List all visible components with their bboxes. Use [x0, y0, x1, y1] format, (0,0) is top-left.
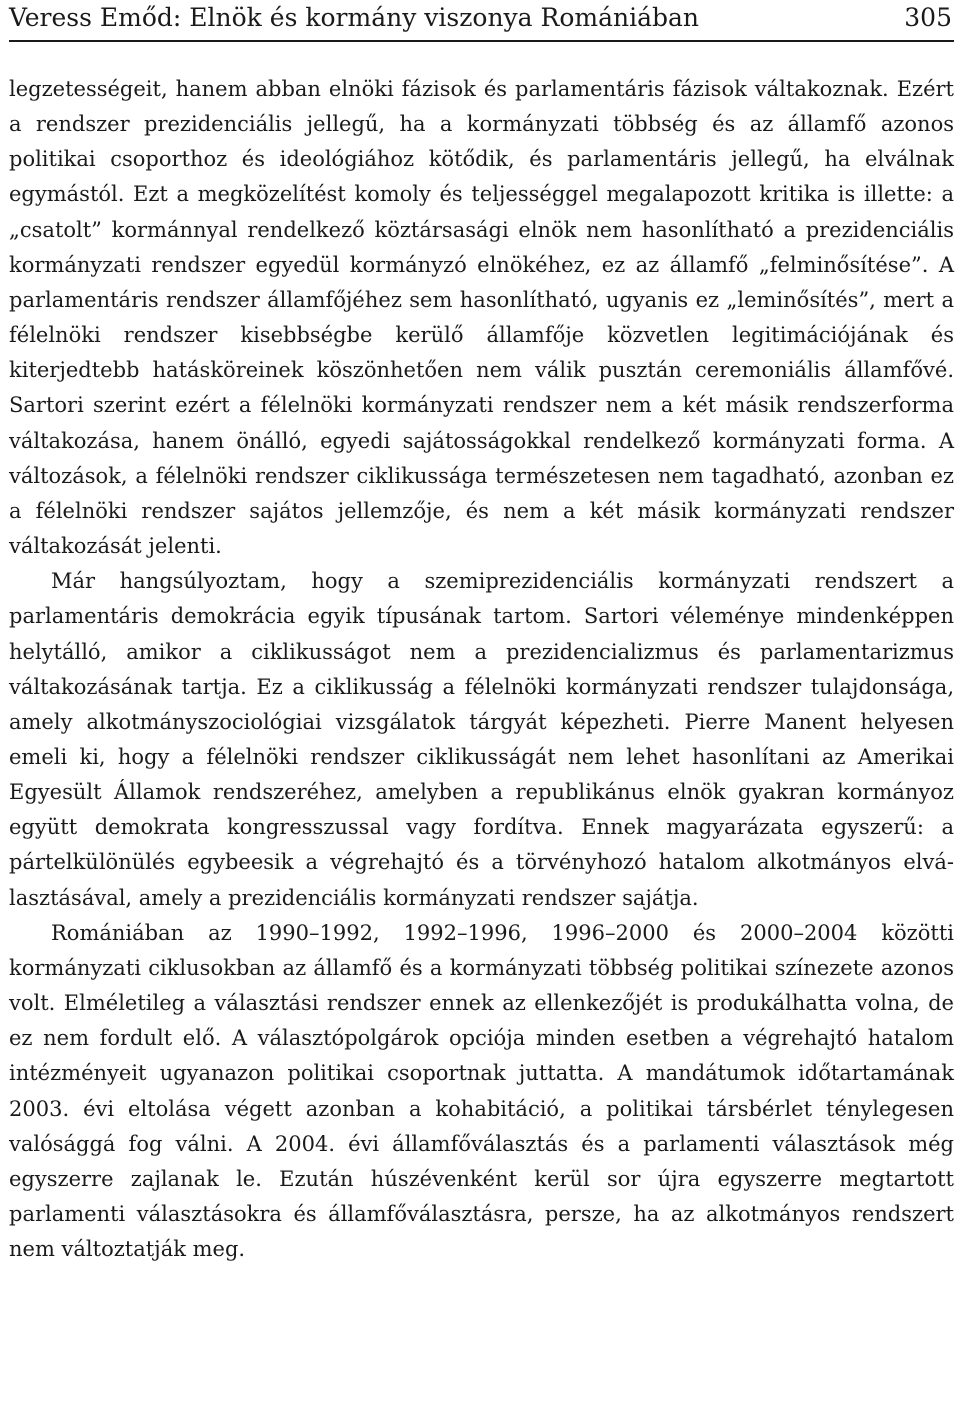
paragraph: Már hangsúlyoztam, hogy a szemiprezidenciális kormányzati rendszert a parlamentáris demokrácia egyik típusának tartom. Sartori véleménye mindenképpen helytálló, amikor a ciklikusságot nem a prezidencializmus és parlamentarizmus váltakozásának tartja. Ez a ciklikusság a félelnöki kormányzati rendszer tulajdonsága, amely alkotmányszociológiai vizsgálatok tárgyát képezheti. Pierre Manent helyesen emeli ki, hogy a félelnöki rendszer ciklikusságát nem lehet hasonlítani az Amerikai Egyesült Államok rendszeréhez, amelyben a republikánus elnök gyakran kormányoz együtt demokrata kongresszussal vagy fordítva. Ennek magyarázata egyszerű: a pártelkülönülés egybeesik a végrehajtó és a törvényhozó hatalom alkotmányos elválasztásával, amely a prezidenciális kormányzati rendszer sajátja. — [9, 569, 954, 910]
running-header — [9, 0, 954, 42]
paragraph-continued: legzetességeit, hanem abban elnöki fázisok és parlamentáris fázisok váltakoznak. Ezért a rendszer prezidenciális jellegű, ha a kormányzati többség és az államfő azonos politikai csoporthoz és ideológiához kötődik, és parlamentáris jellegű, ha elválnak egymástól. Ezt a megközelítést komoly és teljességgel megalapozott kritika is illette: a „csatolt” kormánnyal rendelkező köztársasági elnök nem hasonlítható a prezidenciális kormányzati rendszer egyedül kormányzó elnökéhez, ez az államfő „felminősítése”. A parlamentáris rendszer államfőjéhez sem hasonlítható, ugyanis ez „leminősítés”, mert a félelnöki rendszer kisebbségbe kerülő államfője közvetlen legitimációjának és kiterjedtebb hatásköreinek köszönhetően nem válik pusztán ceremoniális államfővé. Sartori szerint ezért a félelnöki kormányzati rendszer nem a két másik rendszerforma váltakozása, hanem önálló, egyedi sajátosságokkal rendelkező kormányzati forma. A változások, a félelnöki rendszer ciklikussága természetesen nem tagadható, azonban ez a félelnöki rendszer sajátos jellemzője, és nem a két másik kormányzati rendszer váltakozását jelenti. — [9, 77, 954, 559]
body-text — [9, 72, 954, 1267]
paragraph: Romániában az 1990–1992, 1992–1996, 1996–2000 és 2000–2004 közötti kormányzati ciklusokban az államfő és a kormányzati többség politikai színezete azonos volt. Elméletileg a választási rendszer ennek az ellenkezőjét is produkálhatta volna, de ez nem fordult elő. A választópolgárok opciója minden esetben a végrehajtó hatalom intézményeit ugyanazon politikai csoportnak juttatta. A mandátumok időtartamának 2003. évi eltolása végett azonban a kohabitáció, a politikai társbérlet ténylegesen valósággá fog válni. A 2004. évi államfőválasztás és a parlamenti választások még egyszerre zajlanak le. Ezután húszévenként kerül sor újra egyszerre megtartott parlamenti választásokra és államfőválasztásra, persze, ha az alkotmányos rendszert nem változtatják meg. — [9, 920, 954, 1262]
book-page — [9, 0, 954, 1267]
page-number: 305 — [904, 3, 952, 32]
running-header-title: Veress Emőd: Elnök és kormány viszonya Romániában — [9, 3, 700, 32]
